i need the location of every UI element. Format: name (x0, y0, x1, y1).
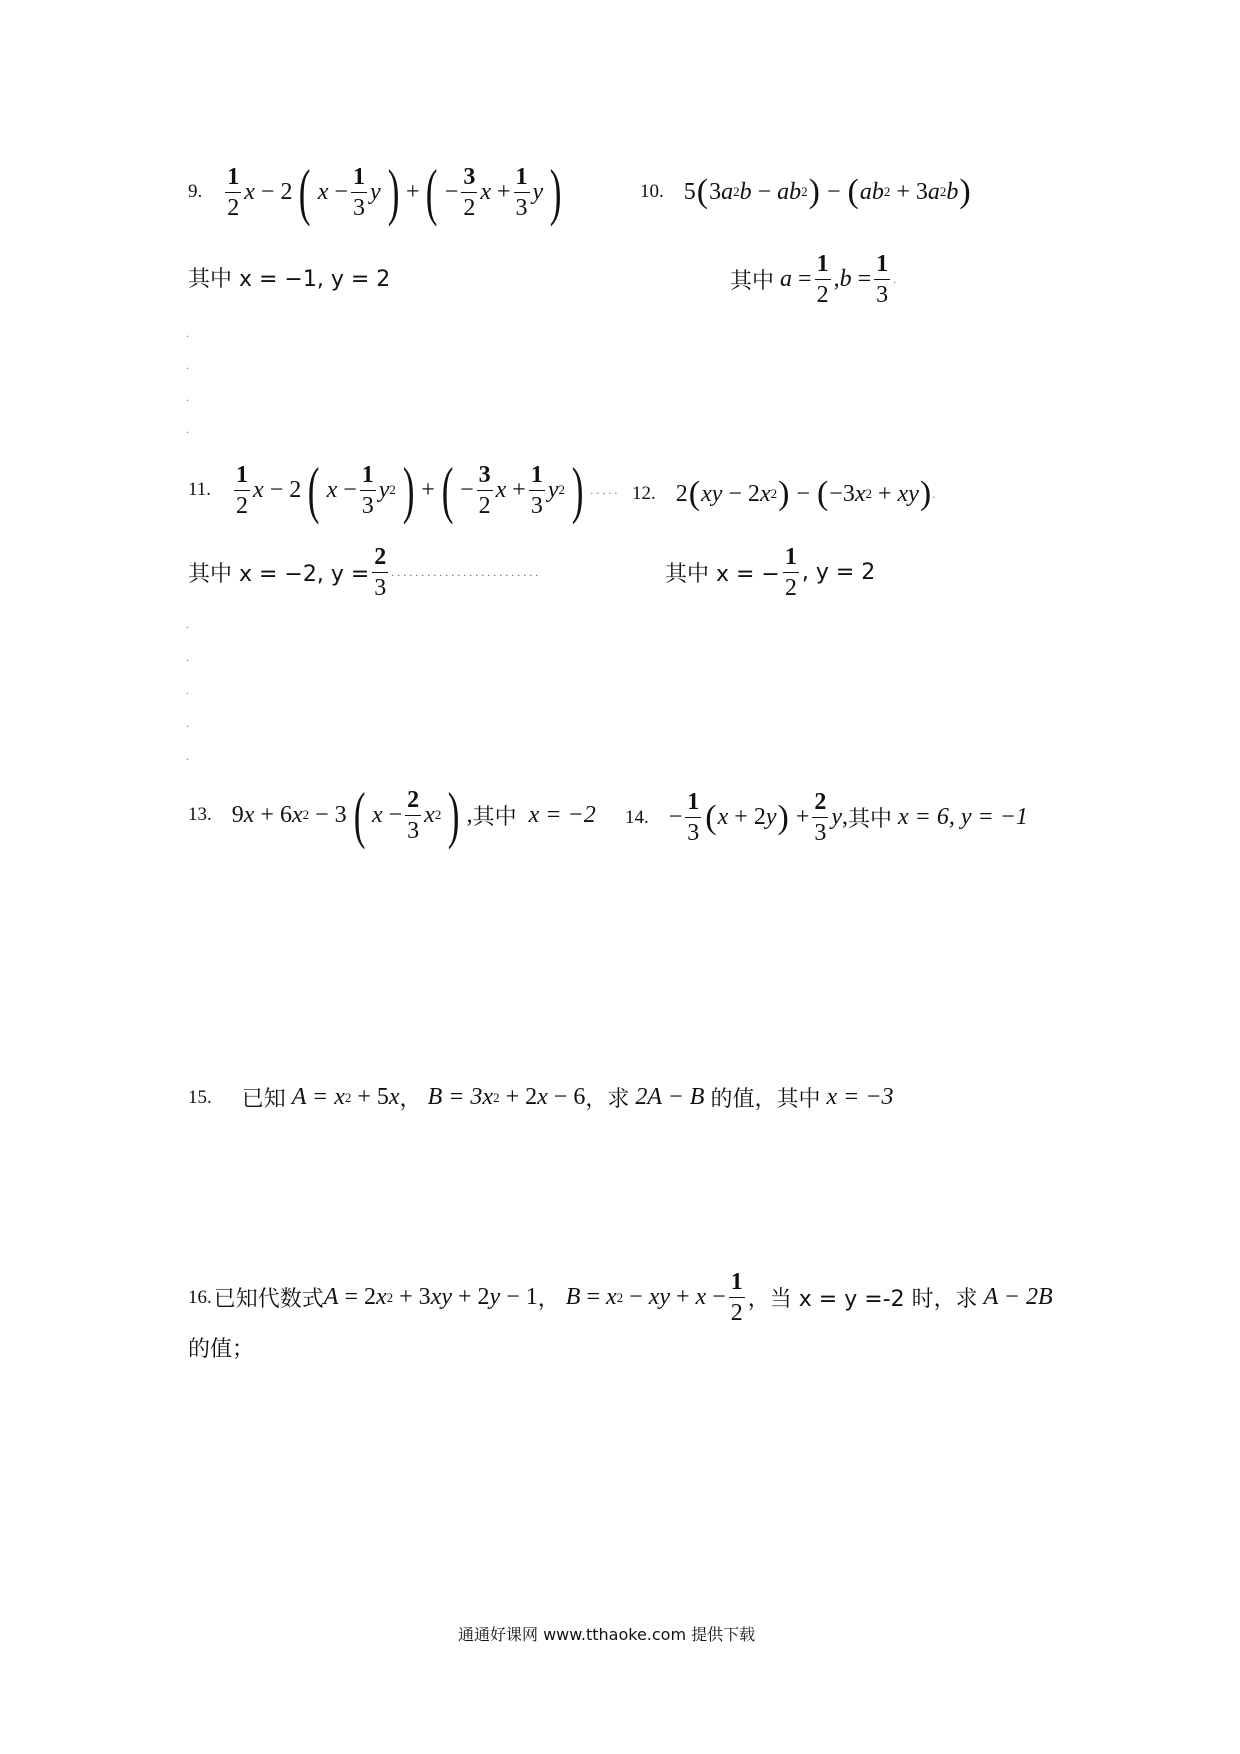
problem-number: 16. (188, 1286, 212, 1308)
problem-12: 12. 2 ( xy − 2 x 2 ) − ( −3 x 2 + xy ) . (632, 475, 936, 512)
problem-number: 12. (632, 483, 656, 504)
problem-16-line2: 的值； (188, 1337, 255, 1362)
problem-number: 11. (188, 479, 212, 500)
problem-number: 13. (188, 804, 212, 825)
problem-11: 11. $\frac{1}{2}$ x − 2 ( x − $\frac{1}{3}$ y 2 ) + ( − $\frac{3}{2}$ x + $\frac{1}{3}$ y 2 ) ..... (188, 454, 621, 525)
problem-15: 15. 已知 A = x 2 + 5 x ， B = 3x 2 + 2 x − 6 ， 求 2A − B 的值，其中 x = −3 (188, 1084, 894, 1112)
problem-16: 16. 已知代数式 A = 2 x 2 + 3 xy + 2 y − 1 ， B = x 2 − xy + x − $\frac{1}{2}$ ， 当 x = y =-2 时，求 A − 2B (188, 1269, 1053, 1326)
problem-14: 14. − $\frac{1}{3}$ ( x + 2 y ) + $\frac{2}{3}$ y , 其中 x = 6, y = −1 (625, 789, 1028, 846)
problem-9-condition: 其中 x = −1, y = 2 (188, 267, 391, 292)
problem-13: 13. 9 x + 6 x 2 − 3 ( x − $\frac{2}{3}$ x 2 ) , 其中 x = −2 (188, 779, 596, 850)
problem-12-condition: 其中 x = − $\frac{1}{2}$ , y = 2 (665, 544, 876, 601)
problem-9: 9. $\frac{1}{2}$ x − 2 ( x − $\frac{1}{3}$ y ) + ( − $\frac{3}{2}$ x + $\frac{1}{3}$ y ) (188, 156, 562, 227)
problem-10-condition: 其中 a = $\frac{1}{2}$ , b = $\frac{1}{3}$ . (730, 251, 897, 308)
footer-credit: 通通好课网 www.tthaoke.com 提供下载 (458, 1625, 756, 1644)
problem-11-condition: 其中 x = −2, y = $\frac{2}{3}$ ......................... (188, 544, 542, 601)
problem-number: 10. (640, 181, 664, 202)
problem-number: 9. (188, 181, 203, 202)
problem-number: 14. (625, 806, 649, 828)
problem-10: 10. 5 ( 3 a 2 b − ab 2 ) − ( ab 2 + 3 a 2 b ) (640, 173, 971, 210)
problem-number: 15. (188, 1086, 212, 1108)
